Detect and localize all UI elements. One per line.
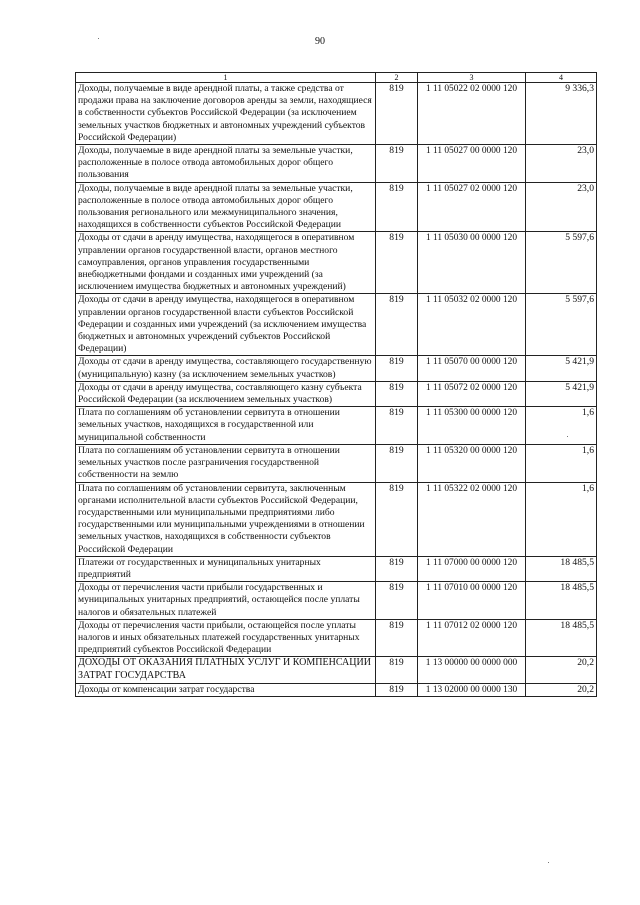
administrator-code: 819: [376, 356, 418, 381]
table-row: [76, 556, 597, 581]
table-row: [76, 232, 597, 294]
budget-classification-code: 1 13 00000 00 0000 000: [418, 657, 526, 683]
revenue-description: Доходы от сдачи в аренду имущества, находящегося в оперативном управлении органов государственной власти субъектов Российской Федерации и созданных ими учреждений (за исключением имущества бюджетных и автономных учреждений субъектов Российской Федерации): [76, 294, 376, 356]
table-row: [76, 145, 597, 183]
administrator-code: 819: [376, 444, 418, 482]
table-row: [76, 683, 597, 696]
table-row: [76, 582, 597, 620]
revenue-description: Платежи от государственных и муниципальных унитарных предприятий: [76, 556, 376, 581]
amount-value: 1,6: [526, 407, 597, 445]
administrator-code: 819: [376, 556, 418, 581]
amount-value: 9 336,3: [526, 83, 597, 145]
budget-classification-code: 1 13 02000 00 0000 130: [418, 683, 526, 696]
budget-classification-code: 1 11 05070 00 0000 120: [418, 356, 526, 381]
table-row: [76, 657, 597, 683]
amount-value: 18 485,5: [526, 556, 597, 581]
administrator-code: 819: [376, 657, 418, 683]
revenue-description: Плата по соглашениям об установлении сервитута в отношении земельных участков, находящихся в государственной или муниципальной собственности: [76, 407, 376, 445]
amount-value: 5 421,9: [526, 381, 597, 406]
table-row: [76, 182, 597, 232]
amount-value: 23,0: [526, 182, 597, 232]
administrator-code: 819: [376, 83, 418, 145]
table-row: [76, 381, 597, 406]
amount-value: 1,6: [526, 482, 597, 556]
budget-classification-code: 1 11 07010 00 0000 120: [418, 582, 526, 620]
budget-classification-code: 1 11 05027 02 0000 120: [418, 182, 526, 232]
scan-speck: [567, 436, 568, 437]
revenue-description: Доходы, получаемые в виде арендной платы за земельные участки, расположенные в полосе отвода автомобильных дорог общего пользования: [76, 145, 376, 183]
table-row: [76, 444, 597, 482]
revenue-description: Доходы от перечисления части прибыли государственных и муниципальных унитарных предприятий, остающейся после уплаты налогов и обязательных платежей: [76, 582, 376, 620]
revenue-description: Доходы от сдачи в аренду имущества, находящегося в оперативном управлении органов государственной власти, органов местного самоуправления, органов управления государственными внебюджетными фондами и созданных ими учреждений (за исключением имущества бюджетных и автономных учреждений): [76, 232, 376, 294]
column-number: 3: [418, 73, 526, 83]
amount-value: 5 597,6: [526, 232, 597, 294]
administrator-code: 819: [376, 482, 418, 556]
column-number: 2: [376, 73, 418, 83]
amount-value: 20,2: [526, 683, 597, 696]
administrator-code: 819: [376, 145, 418, 183]
budget-classification-code: 1 11 05030 00 0000 120: [418, 232, 526, 294]
column-number-row: [76, 73, 597, 83]
amount-value: 5 597,6: [526, 294, 597, 356]
budget-classification-code: 1 11 07012 02 0000 120: [418, 619, 526, 657]
budget-classification-code: 1 11 05027 00 0000 120: [418, 145, 526, 183]
column-number: 4: [526, 73, 597, 83]
amount-value: 20,2: [526, 657, 597, 683]
scan-speck: [98, 38, 99, 39]
amount-value: 1,6: [526, 444, 597, 482]
administrator-code: 819: [376, 683, 418, 696]
administrator-code: 819: [376, 381, 418, 406]
administrator-code: 819: [376, 232, 418, 294]
table-row: [76, 619, 597, 657]
amount-value: 5 421,9: [526, 356, 597, 381]
table-row: [76, 294, 597, 356]
administrator-code: 819: [376, 582, 418, 620]
administrator-code: 819: [376, 407, 418, 445]
table-row: [76, 83, 597, 145]
table-row: [76, 407, 597, 445]
revenue-description: Плата по соглашениям об установлении сервитута в отношении земельных участков после разграничения государственной собственности на землю: [76, 444, 376, 482]
amount-value: 18 485,5: [526, 619, 597, 657]
budget-classification-code: 1 11 05072 02 0000 120: [418, 381, 526, 406]
table-row: [76, 356, 597, 381]
budget-classification-code: 1 11 05032 02 0000 120: [418, 294, 526, 356]
revenue-description: ДОХОДЫ ОТ ОКАЗАНИЯ ПЛАТНЫХ УСЛУГ И КОМПЕНСАЦИИ ЗАТРАТ ГОСУДАРСТВА: [76, 657, 376, 683]
column-number: 1: [76, 73, 376, 83]
revenue-description: Доходы от перечисления части прибыли, остающейся после уплаты налогов и иных обязательных платежей государственных унитарных предприятий субъектов Российской Федерации: [76, 619, 376, 657]
revenue-description: Плата по соглашениям об установлении сервитута, заключенным органами исполнительной власти субъектов Российской Федерации, государственными или муниципальными предприятиями либо государственными или муниципальными учреждениями в отношении земельных участков, находящихся в собственности субъектов Российской Федерации: [76, 482, 376, 556]
administrator-code: 819: [376, 182, 418, 232]
table-body: [76, 83, 597, 697]
budget-classification-code: 1 11 05322 02 0000 120: [418, 482, 526, 556]
budget-classification-code: 1 11 05300 00 0000 120: [418, 407, 526, 445]
page-number: 90: [315, 36, 325, 47]
revenue-table: [75, 72, 597, 697]
budget-classification-code: 1 11 07000 00 0000 120: [418, 556, 526, 581]
amount-value: 18 485,5: [526, 582, 597, 620]
amount-value: 23,0: [526, 145, 597, 183]
revenue-description: Доходы, получаемые в виде арендной платы, а также средства от продажи права на заключение договоров аренды за земли, находящиеся в собственности субъектов Российской Федерации (за исключением земельных участков бюджетных и автономных учреждений субъектов Российской Федерации): [76, 83, 376, 145]
scan-speck: [548, 862, 549, 863]
revenue-description: Доходы, получаемые в виде арендной платы за земельные участки, расположенные в полосе отвода автомобильных дорог общего пользования регионального или межмуниципального значения, находящихся в собственности субъектов Российской Федерации: [76, 182, 376, 232]
budget-classification-code: 1 11 05320 00 0000 120: [418, 444, 526, 482]
revenue-description: Доходы от сдачи в аренду имущества, составляющего казну субъекта Российской Федерации (за исключением земельных участков): [76, 381, 376, 406]
revenue-description: Доходы от компенсации затрат государства: [76, 683, 376, 696]
revenue-description: Доходы от сдачи в аренду имущества, составляющего государственную (муниципальную) казну (за исключением земельных участков): [76, 356, 376, 381]
administrator-code: 819: [376, 619, 418, 657]
table-row: [76, 482, 597, 556]
administrator-code: 819: [376, 294, 418, 356]
budget-classification-code: 1 11 05022 02 0000 120: [418, 83, 526, 145]
